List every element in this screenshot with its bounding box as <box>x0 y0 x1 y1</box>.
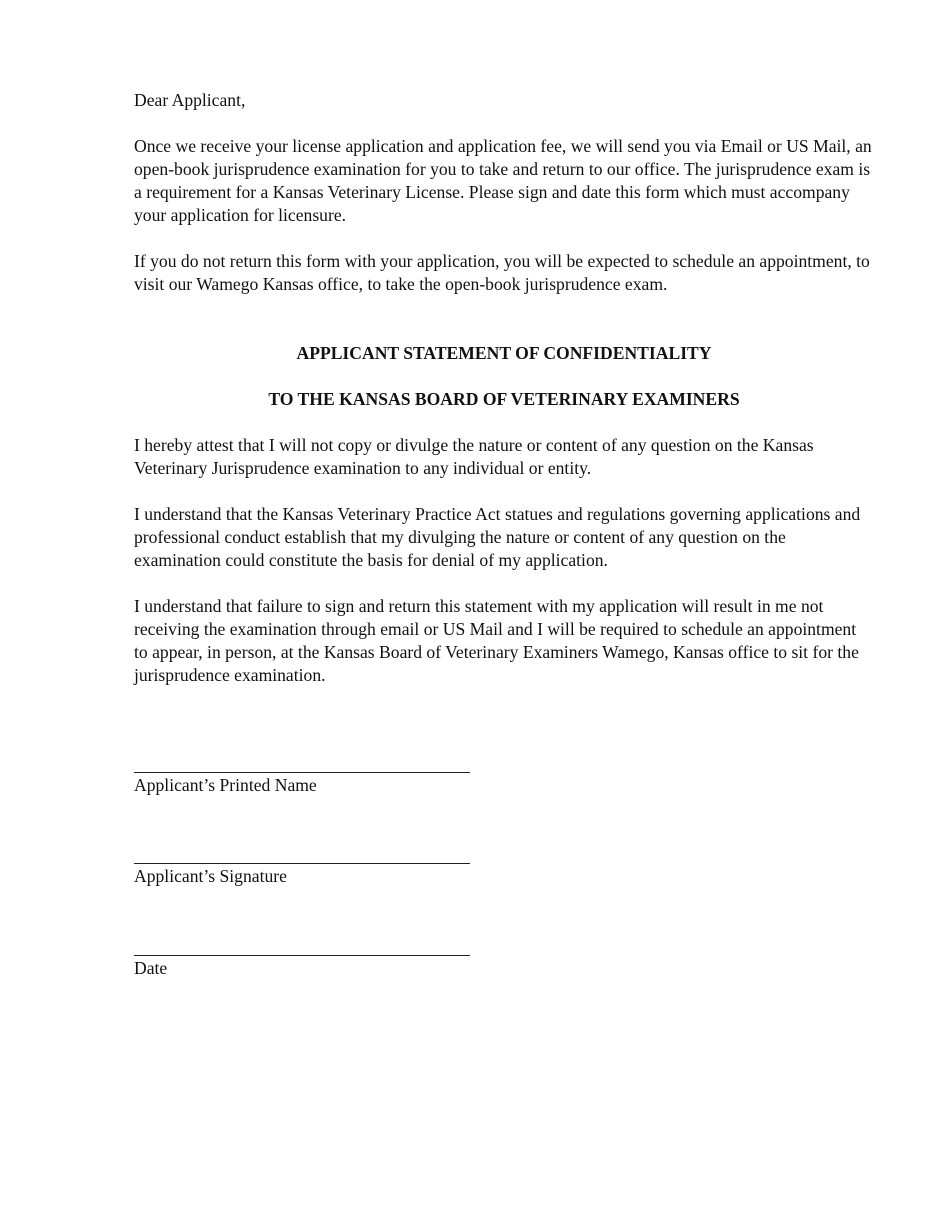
printed-name-field[interactable] <box>134 772 470 797</box>
printed-name-line[interactable] <box>134 772 470 773</box>
statement-heading: APPLICANT STATEMENT OF CONFIDENTIALITY <box>296 343 712 363</box>
printed-name-label: Applicant’s Printed Name <box>134 775 317 795</box>
date-field[interactable] <box>134 955 470 980</box>
signature-line[interactable] <box>134 863 470 864</box>
return-instructions-paragraph: If you do not return this form with your application, you will be expected to schedule an appointment, to visit our Wamego Kansas office, to take the open-book jurisprudence exam. <box>134 251 870 294</box>
signature-field[interactable] <box>134 863 470 888</box>
intro-paragraph: Once we receive your license application and application fee, we will send you via Email or US Mail, an open-book jurisprudence examination for you to take and return to our office. The jurisprudence exam is a requirement for a Kansas Veterinary License. Please sign and date this form which must accompany your application for licensure. <box>134 136 872 225</box>
date-line[interactable] <box>134 955 470 956</box>
practice-act-paragraph: I understand that the Kansas Veterinary Practice Act statues and regulations governing applications and professional conduct establish that my divulging the nature or content of any question on the examination could constitute the basis for denial of my application. <box>134 504 861 570</box>
statement-subheading: TO THE KANSAS BOARD OF VETERINARY EXAMINERS <box>268 389 740 409</box>
letter-body <box>134 89 874 687</box>
signature-label: Applicant’s Signature <box>134 866 287 886</box>
attestation-paragraph: I hereby attest that I will not copy or divulge the nature or content of any question on the Kansas Veterinary Jurisprudence examination to any individual or entity. <box>134 435 814 478</box>
salutation: Dear Applicant, <box>134 90 246 110</box>
failure-to-sign-paragraph: I understand that failure to sign and return this statement with my application will result in me not receiving the examination through email or US Mail and I will be required to schedule an appointment to appear, in person, at the Kansas Board of Veterinary Examiners Wamego, Kansas office to sit for the jurisprudence examination. <box>134 596 859 685</box>
date-label: Date <box>134 958 168 978</box>
